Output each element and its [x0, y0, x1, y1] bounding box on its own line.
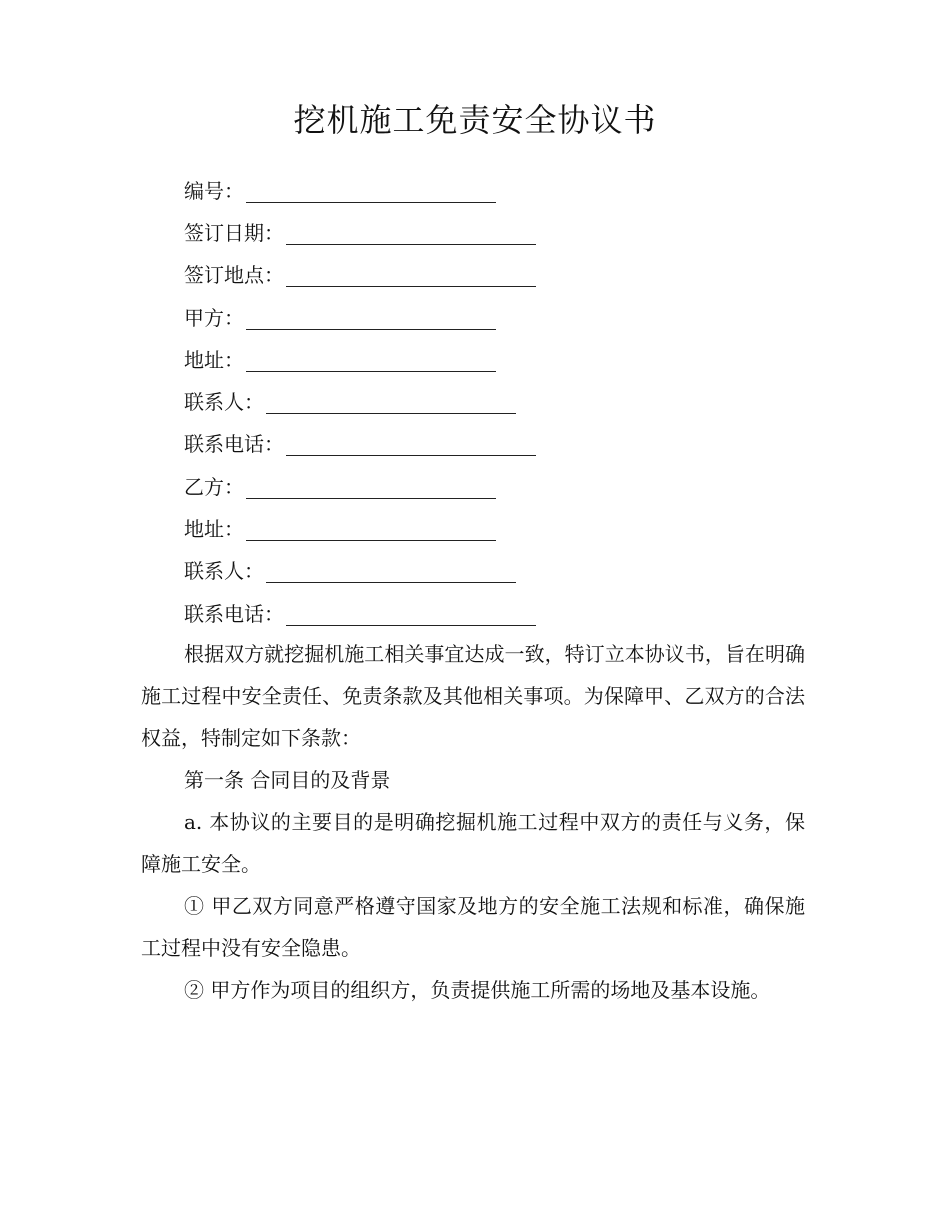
blank-line — [286, 260, 536, 287]
field-row-party-a-address — [184, 337, 804, 379]
document-title: 挖机施工免责安全协议书 — [293, 101, 657, 139]
field-label: 联系电话： — [184, 432, 284, 457]
field-label: 联系电话： — [184, 601, 284, 626]
document-body — [141, 633, 805, 1011]
blank-line — [246, 176, 496, 203]
field-row-sign-place — [184, 253, 804, 295]
blank-line — [266, 556, 516, 583]
field-row-party-b — [184, 464, 804, 506]
article-heading: 第一条 合同目的及背景 — [184, 768, 391, 792]
field-row-party-a-contact — [184, 379, 804, 421]
blank-line — [286, 218, 536, 245]
field-label: 乙方： — [184, 474, 244, 499]
field-row-party-b-phone — [184, 591, 804, 633]
field-row-sign-date — [184, 210, 804, 252]
field-row-party-b-contact — [184, 549, 804, 591]
field-label: 签订日期： — [184, 220, 284, 245]
field-row-party-b-address — [184, 506, 804, 548]
field-label: 签订地点： — [184, 263, 284, 288]
field-label: 联系人： — [184, 559, 264, 584]
field-label: 编号： — [184, 178, 244, 203]
blank-line — [246, 345, 496, 372]
paragraph-preamble: 根据双方就挖掘机施工相关事宜达成一致，特订立本协议书，旨在明确施工过程中安全责任、免责条款及其他相关事项。为保障甲、乙双方的合法权益，特制定如下条款： — [141, 642, 805, 750]
blank-line — [286, 429, 536, 456]
field-label: 甲方： — [184, 305, 244, 330]
field-label: 地址： — [184, 347, 244, 372]
blank-line — [246, 514, 496, 541]
contract-fields — [184, 168, 804, 633]
field-label: 联系人： — [184, 390, 264, 415]
blank-line — [246, 303, 496, 330]
blank-line — [286, 599, 536, 626]
field-label: 地址： — [184, 517, 244, 542]
paragraph-clause-a: a. 本协议的主要目的是明确挖掘机施工过程中双方的责任与义务，保障施工安全。 — [141, 810, 805, 876]
blank-line — [266, 387, 516, 414]
blank-line — [246, 472, 496, 499]
paragraph-item-2: ② 甲方作为项目的组织方，负责提供施工所需的场地及基本设施。 — [184, 978, 771, 1002]
field-row-number — [184, 168, 804, 210]
field-row-party-a-phone — [184, 422, 804, 464]
paragraph-item-1: ① 甲乙双方同意严格遵守国家及地方的安全施工法规和标准，确保施工过程中没有安全隐患。 — [141, 894, 805, 960]
field-row-party-a — [184, 295, 804, 337]
